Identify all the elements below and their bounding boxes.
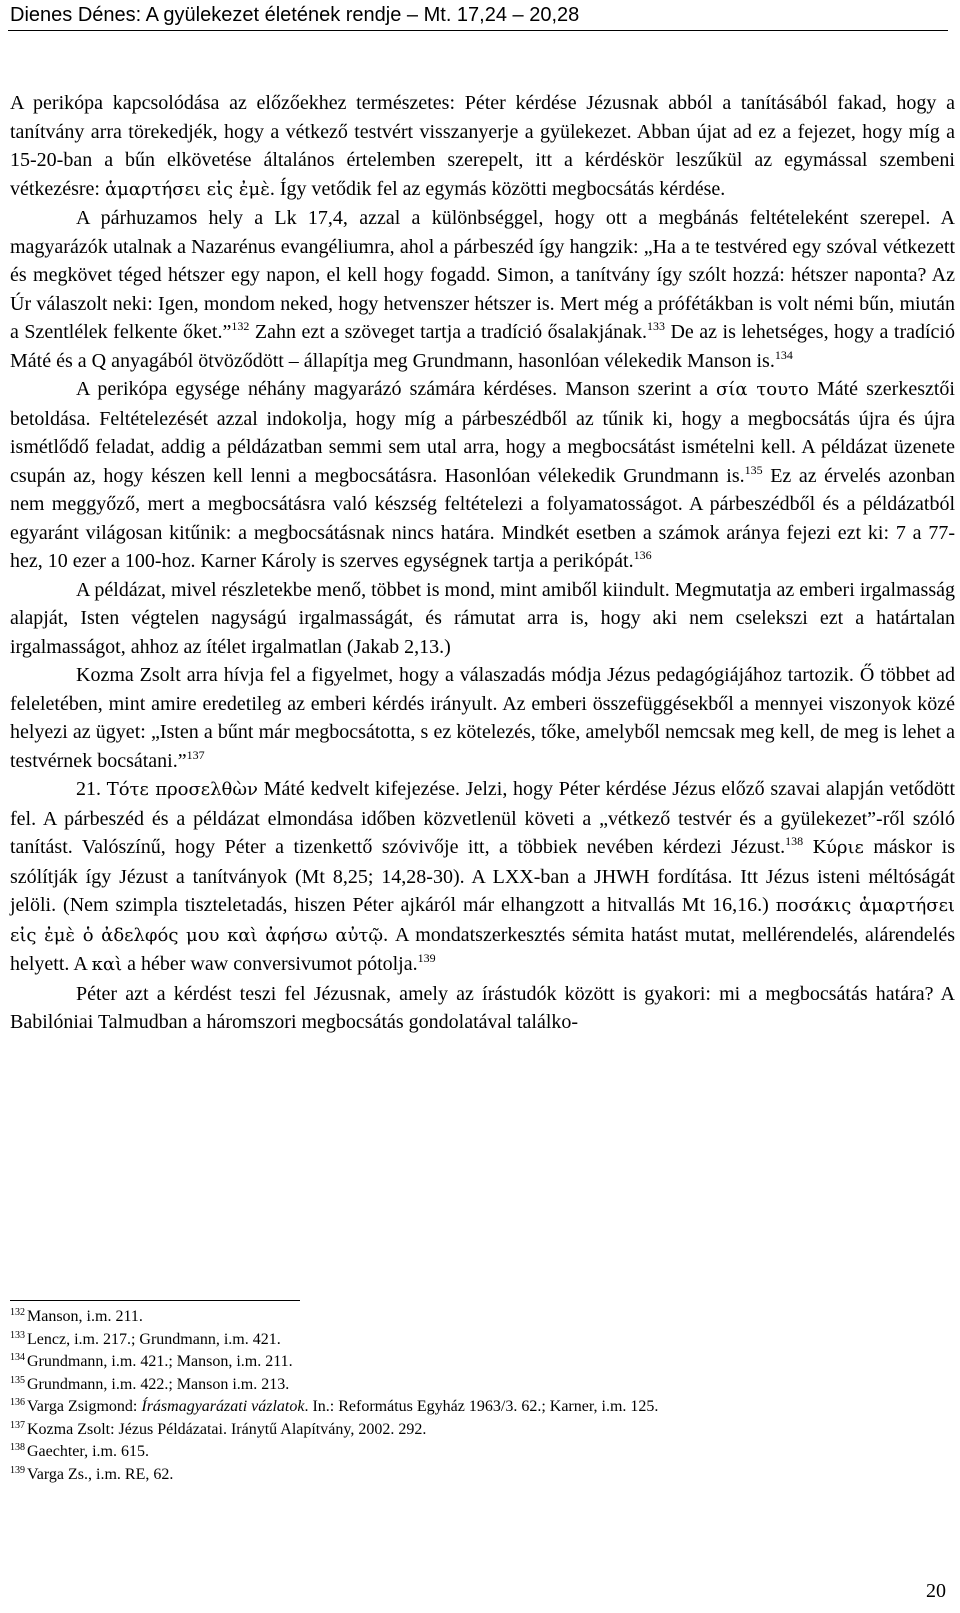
body-text [10,89,955,1037]
text-run: a héber waw conversivumot pótolja. [122,953,418,975]
footnote-number: 137 [10,1419,25,1431]
text-run: máskor is szólítják így Jézust a tanítványok (Mt 8,25; 14,28-30). A LXX-ban a JHWH fordítása. Itt Jézus isteni méltóságát jelöli. (Nem szimpla tiszteletadás, hiszen Péter ajkáról már elhangzott a hitvallás Mt 16,16.) [10,836,956,916]
footnote [10,1464,910,1487]
text-run: Ez az érvelés azonban nem meggyőző, mert a megbocsátásra való készség feltételezi a folyamatosságot. A párbeszédből és a példázatból egyaránt világosan kitűnik: a megbocsátásnak nincs határa. Mindkét esetben a számok aránya fejezi ezt ki: 7 a 77-hez, 10 ezer a 100-hoz. Karner Károly is szerves egységnek tartja a perikópát. [10,464,955,572]
text-run: 21. [76,778,107,800]
footnote [10,1419,910,1442]
footnote [10,1351,910,1374]
page-number: 20 [926,1580,946,1602]
footnote-number: 138 [10,1442,25,1453]
footnote-ref: 139 [417,951,436,965]
greek-phrase: ἁμαρτήσει εἰς ἐμὲ [104,178,270,200]
paragraph [10,204,955,375]
header-rule [8,30,948,31]
text-run: Lencz, i.m. 217.; Grundmann, i.m. 421. [27,1330,281,1348]
footnote-separator [10,1300,300,1301]
footnote [10,1306,910,1329]
footnote-ref: 135 [744,462,763,477]
paragraph [10,375,955,576]
text-run: Manson, i.m. 211. [27,1308,143,1325]
text-run: . A mondatszerkesztés sémita hatást mutat, mellérendelés, alárendelés helyett. A [10,923,955,975]
footnotes [10,1306,910,1486]
text-run: Péter azt a kérdést teszi fel Jézusnak, amely az írástudók között is gyakori: mi a megbocsátás határa? A Babilóniai Talmudban a háromszori megbocsátás gondolatával találko- [10,982,955,1033]
text-run: A perikópa kapcsolódása az előzőekhez természetes: Péter kérdése Jézusnak abból a tanításából fakad, hogy a tanítvány arra törekedjék, hogy a vétkező testvért visszanyerje a gyülekezet. Abban újat ad ez a fejezet, hogy míg a 15-20-ban a bűn elkövetése általános értelemben szerepelt, itt a kérdéskör leszűkül az egymással szembeni vétkezésre: [10,92,955,200]
footnote-number: 133 [10,1329,25,1341]
text-run: Máté szerkesztői betoldása. Feltételezését azzal indokolja, hogy míg a párbeszédből az tűnik ki, hogy a megbocsátás újra és újra ismétlődő feladat, addig a példázatban semmi sem utal arra, hogy a megbocsátást ismételni kell. A példázat üzenete csupán az, hogy készen kell lenni a megbocsátásra. Hasonlóan vélekedik Grundmann is. [10,378,955,487]
paragraph [10,576,955,662]
footnote-ref: 138 [785,834,804,848]
italic-title: Írásmagyarázati vázlatok [141,1398,305,1415]
greek-phrase: ποσάκις ἁμαρτήσει εἰς ἐμὲ ὁ ἀδελφός μου καὶ ἀφήσω αὐτῷ [10,895,955,946]
paragraph [10,89,955,204]
text-run: Kozma Zsolt arra hívja fel a figyelmet, hogy a válaszadás módja Jézus pedagógiájához tartozik. Ő többet ad feleletében, mint amire eredetileg az emberi kérdés irányult. Az emberi összefüggésekből a mennyei viszonyok közé helyezi az ügyet: „Isten a bűnt már megbocsátotta, s ez kötelezés, tőke, amelyből nemcsak meg kell, de meg is lehet a testvérnek bocsátani.” [10,664,955,772]
text-run: . Így vetődik fel az egymás közötti megbocsátás kérdése. [269,177,726,200]
greek-phrase: Κύριε [812,837,864,858]
text-run [803,836,812,858]
text-run: Zahn ezt a szöveget tartja a tradíció ősalakjának. [249,321,647,343]
paragraph [10,775,955,980]
footnote-ref: 134 [774,347,793,362]
text-run: A perikópa egysége néhány magyarázó számára kérdéses. Manson szerint a [76,378,717,400]
footnote-number: 136 [10,1397,25,1408]
text-run: A párhuzamos hely a Lk 17,4, azzal a különbséggel, hogy ott a megbánás feltételeként szerepel. A magyarázók utalnak a Nazarénus evangéliumra, ahol a párbeszéd így hangzik: „Ha a te testvéred egy szóval vétkezett és megkövet téged hétszer egy napon, el kell hogy fogadd. Simon, a tanítvány így szólt hozzá: hétszer naponta? Az Úr válaszolt neki: Igen, mondom neked, hogy hetvenszer hétszer is. Mert még a prófétákban is volt némi bűn, miután a Szentlélek felkente őket.” [10,207,955,343]
greek-phrase: σία τουτο [716,379,809,400]
footnote [10,1374,910,1397]
footnote-number: 139 [10,1464,25,1476]
paragraph [10,980,955,1037]
text-run: Máté kedvelt kifejezése. Jelzi, hogy Péter kérdése Jézus előző szavai alapján vetődött fel. A párbeszéd és a példázat elmondása időben közvetlenül követi a „vétkező testvér és a gyülekezet”-ről szóló tanítást. Valószínű, hogy Péter a tizenkettő szóvivője itt, a többiek nevében kérdezi Jézust. [10,778,955,858]
text-run: Grundmann, i.m. 422.; Manson i.m. 213. [27,1375,290,1393]
footnote-ref: 137 [186,747,205,762]
text-run: Varga Zsigmond: [27,1398,142,1415]
text-run: Grundmann, i.m. 421.; Manson, i.m. 211. [27,1353,293,1370]
footnote [10,1329,910,1352]
footnote [10,1441,910,1464]
footnote-ref: 136 [633,548,652,562]
text-run: Varga Zs., i.m. RE, 62. [27,1465,174,1483]
paragraph [10,661,955,775]
text-run: Gaechter, i.m. 615. [27,1443,149,1460]
footnote-ref: 133 [647,319,665,333]
footnote [10,1396,910,1419]
text-run: De az is lehetséges, hogy a tradíció Máté és a Q anyagából ötvöződött – állapítja meg Grundmann, hasonlóan vélekedik Manson is. [10,321,955,372]
footnote-number: 132 [10,1307,25,1318]
text-run: A példázat, mivel részletekbe menő, többet is mond, mint amiből kiindult. Megmutatja az emberi irgalmasság alapját, Isten végtelen nagyságú irgalmasságát, és rámutat arra is, hogy aki nem cselekszi ezt a határtalan irgalmasságot, ahhoz az ítélet irgalmatlan (Jakab 2,13.) [10,578,955,658]
footnote-ref: 132 [231,319,250,333]
text-run: Kozma Zsolt: Jézus Példázatai. Iránytű Alapítvány, 2002. 292. [27,1420,427,1438]
greek-phrase: Τότε προσελθὼν [106,779,258,800]
footnote-number: 134 [10,1352,25,1363]
running-header: Dienes Dénes: A gyülekezet életének rendje – Mt. 17,24 – 20,28 [10,4,580,26]
text-run: . In.: Református Egyház 1963/3. 62.; Karner, i.m. 125. [304,1398,659,1415]
footnote-number: 135 [10,1374,25,1386]
greek-phrase: καὶ [91,954,123,975]
